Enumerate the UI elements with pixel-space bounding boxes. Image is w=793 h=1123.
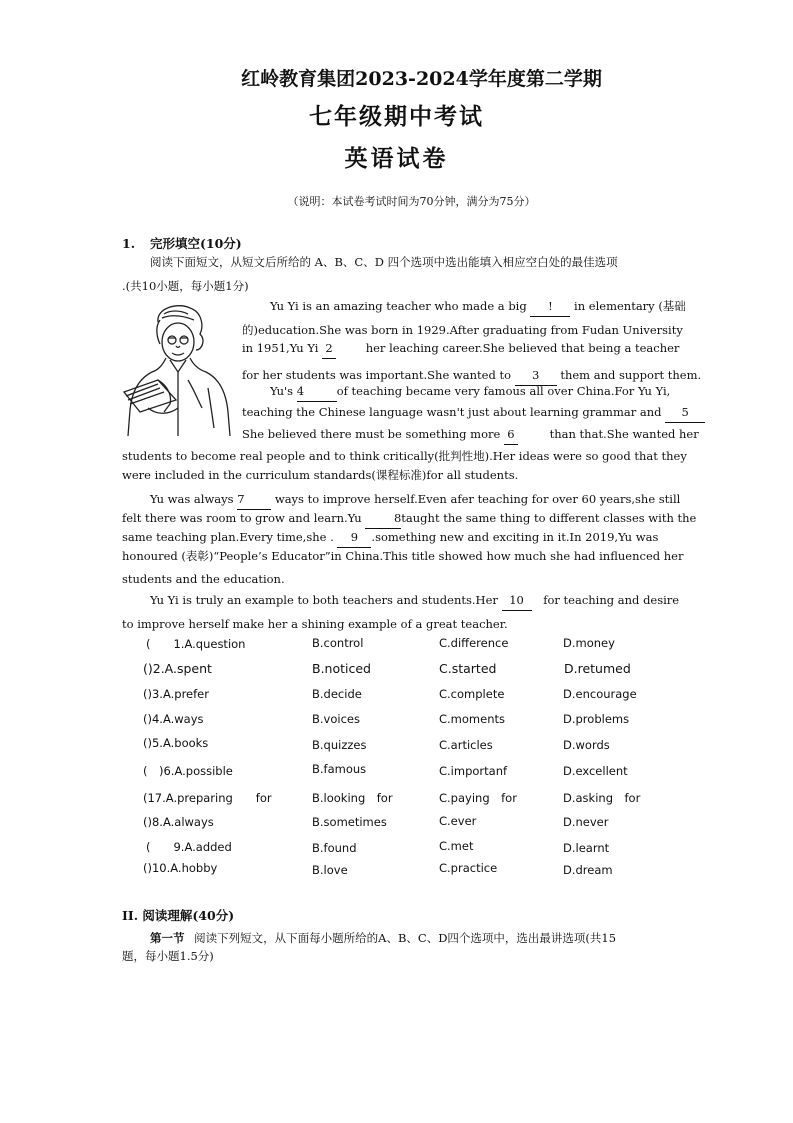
passage-line: students and the education. — [122, 572, 285, 586]
option-d[interactable]: D.learnt — [563, 841, 610, 855]
section2-part: 第一节 — [150, 931, 185, 945]
section1-instruction-2: .(共10小题，每小题1分) — [122, 279, 249, 293]
blank-8[interactable]: 8 — [365, 508, 401, 529]
option-question[interactable]: ( 9.A.added — [146, 840, 232, 854]
blank-5[interactable]: 5 — [665, 402, 705, 423]
passage-text: them and support them. — [560, 368, 702, 382]
passage-text: Yu Yi is an amazing teacher who made a big — [270, 299, 527, 313]
blank-6[interactable]: 6 — [504, 424, 518, 445]
option-d[interactable]: D.never — [563, 815, 609, 829]
option-d[interactable]: D.problems — [563, 712, 630, 726]
option-b[interactable]: B.love — [312, 863, 348, 877]
teacher-portrait-image — [118, 300, 236, 438]
option-question[interactable]: ()10.A.hobby — [143, 861, 218, 875]
passage-text: taught the same thing to different classes with the — [401, 511, 697, 525]
passage-text: felt there was room to grow and learn.Yu — [122, 511, 362, 525]
passage-line: students to become real people and to think critically(批判性地).Her ideas were so good that they — [122, 449, 687, 463]
option-c[interactable]: C.complete — [439, 687, 505, 701]
option-d[interactable]: D.encourage — [563, 687, 637, 701]
option-c[interactable]: C.difference — [439, 636, 509, 650]
blank-3[interactable]: 3 — [515, 365, 557, 386]
passage-text: for her students was important.She wanted to — [242, 368, 512, 382]
option-d[interactable]: D.retumed — [564, 661, 631, 676]
passage-line: 的)education.She was born in 1929.After graduating from Fudan University — [242, 323, 683, 337]
passage-text: .something new and exciting in it.In 2019,Yu was — [371, 530, 659, 544]
exam-title: 七年级期中考试 — [309, 103, 484, 130]
blank-4[interactable]: 4 — [297, 381, 337, 402]
option-question[interactable]: ()8.A.always — [143, 815, 214, 829]
section2-instruction — [150, 928, 616, 948]
option-question[interactable]: ()4.A.ways — [143, 712, 204, 726]
passage-line: honoured (表彰)“People’s Educator”in China.This title showed how much she had influenced her — [122, 549, 684, 563]
exam-subject: 英语试卷 — [344, 145, 449, 172]
option-question[interactable]: ( 1.A.question — [146, 637, 246, 651]
exam-header-line1: 红岭教育集团2023-2024学年度第二学期 — [241, 68, 602, 90]
option-question[interactable]: ()5.A.books — [143, 736, 209, 750]
option-b[interactable]: B.quizzes — [312, 738, 367, 752]
passage-line: to improve herself make her a shining example of a great teacher. — [122, 617, 508, 631]
passage-text: of teaching became very famous all over China.For Yu Yi, — [336, 384, 671, 398]
option-c[interactable]: C.started — [439, 661, 497, 676]
passage-text: She believed there must be something more — [242, 427, 501, 441]
section1-heading — [122, 234, 242, 252]
passage-line — [270, 381, 670, 402]
passage-line — [242, 424, 699, 445]
passage-text: Yu was always — [150, 492, 234, 506]
option-b[interactable]: B.famous — [312, 762, 367, 776]
blank-1[interactable]: ! — [530, 296, 570, 317]
passage-text: teaching the Chinese language wasn't just about learning grammar and — [242, 405, 662, 419]
option-question[interactable]: (17.A.preparing for — [143, 791, 272, 805]
option-b[interactable]: B.found — [312, 841, 357, 855]
option-b[interactable]: B.voices — [312, 712, 360, 726]
option-b[interactable]: B.control — [312, 636, 364, 650]
passage-text: Yu's — [270, 384, 294, 398]
section1-number: 1. — [122, 236, 136, 251]
section2-instruction-text: 阅读下列短文，从下面每小题所给的A、B、C、D四个选项中，选出最讲选项(共15 — [194, 931, 617, 945]
option-d[interactable]: D.excellent — [563, 764, 628, 778]
passage-text: Yu Yi is truly an example to both teachers and students.Her — [150, 593, 498, 607]
passage-line — [270, 296, 686, 317]
option-c[interactable]: C.moments — [439, 712, 505, 726]
passage-line — [150, 590, 679, 611]
option-c[interactable]: C.importanf — [439, 764, 508, 778]
option-b[interactable]: B.sometimes — [312, 815, 387, 829]
option-c[interactable]: C.paying for — [439, 791, 517, 805]
passage-text: in 1951,Yu Yi — [242, 341, 319, 355]
passage-text: than that.She wanted her — [549, 427, 699, 441]
passage-text: same teaching plan.Every time,she . — [122, 530, 334, 544]
passage-line — [122, 508, 696, 529]
option-b[interactable]: B.looking for — [312, 791, 393, 805]
section2-instruction-2: 题，每小题1.5分) — [122, 949, 214, 963]
option-c[interactable]: C.practice — [439, 861, 498, 875]
option-c[interactable]: C.met — [439, 839, 474, 853]
option-b[interactable]: B.decide — [312, 687, 362, 701]
passage-line — [122, 527, 658, 548]
passage-text: for teaching and desire — [543, 593, 680, 607]
blank-9[interactable]: 9 — [337, 527, 371, 548]
passage-text: ways to improve herself.Even afer teaching for over 60 years,she still — [274, 492, 681, 506]
option-d[interactable]: D.asking for — [563, 791, 641, 805]
option-question[interactable]: ()2.A.spent — [143, 661, 212, 676]
section1-title: 完形填空(10分) — [150, 236, 242, 251]
passage-line — [242, 402, 705, 423]
passage-line — [150, 489, 680, 510]
option-c[interactable]: C.articles — [439, 738, 493, 752]
option-c[interactable]: C.ever — [439, 814, 477, 828]
passage-text: in elementary (基础 — [574, 299, 686, 313]
option-d[interactable]: D.words — [563, 738, 610, 752]
passage-line: were included in the curriculum standards(课程标准)for all students. — [122, 468, 519, 482]
blank-2[interactable]: 2 — [322, 338, 336, 359]
section2-heading: II. 阅读理解(40分) — [122, 908, 235, 923]
exam-note: （说明：本试卷考试时间为70分钟，满分为75分） — [287, 195, 536, 208]
blank-7[interactable]: 7 — [237, 489, 271, 510]
option-d[interactable]: D.dream — [563, 863, 613, 877]
section1-instruction: 阅读下面短文，从短文后所给的 A、B、C、D 四个选项中选出能填入相应空白处的最佳选项 — [150, 255, 618, 269]
option-question[interactable]: ( )6.A.possible — [143, 764, 233, 778]
option-d[interactable]: D.money — [563, 636, 615, 650]
option-question[interactable]: ()3.A.prefer — [143, 687, 209, 701]
passage-text: her leaching career.She believed that being a teacher — [365, 341, 680, 355]
passage-line — [242, 338, 679, 359]
option-b[interactable]: B.noticed — [312, 661, 371, 676]
blank-10[interactable]: 10 — [502, 590, 532, 611]
